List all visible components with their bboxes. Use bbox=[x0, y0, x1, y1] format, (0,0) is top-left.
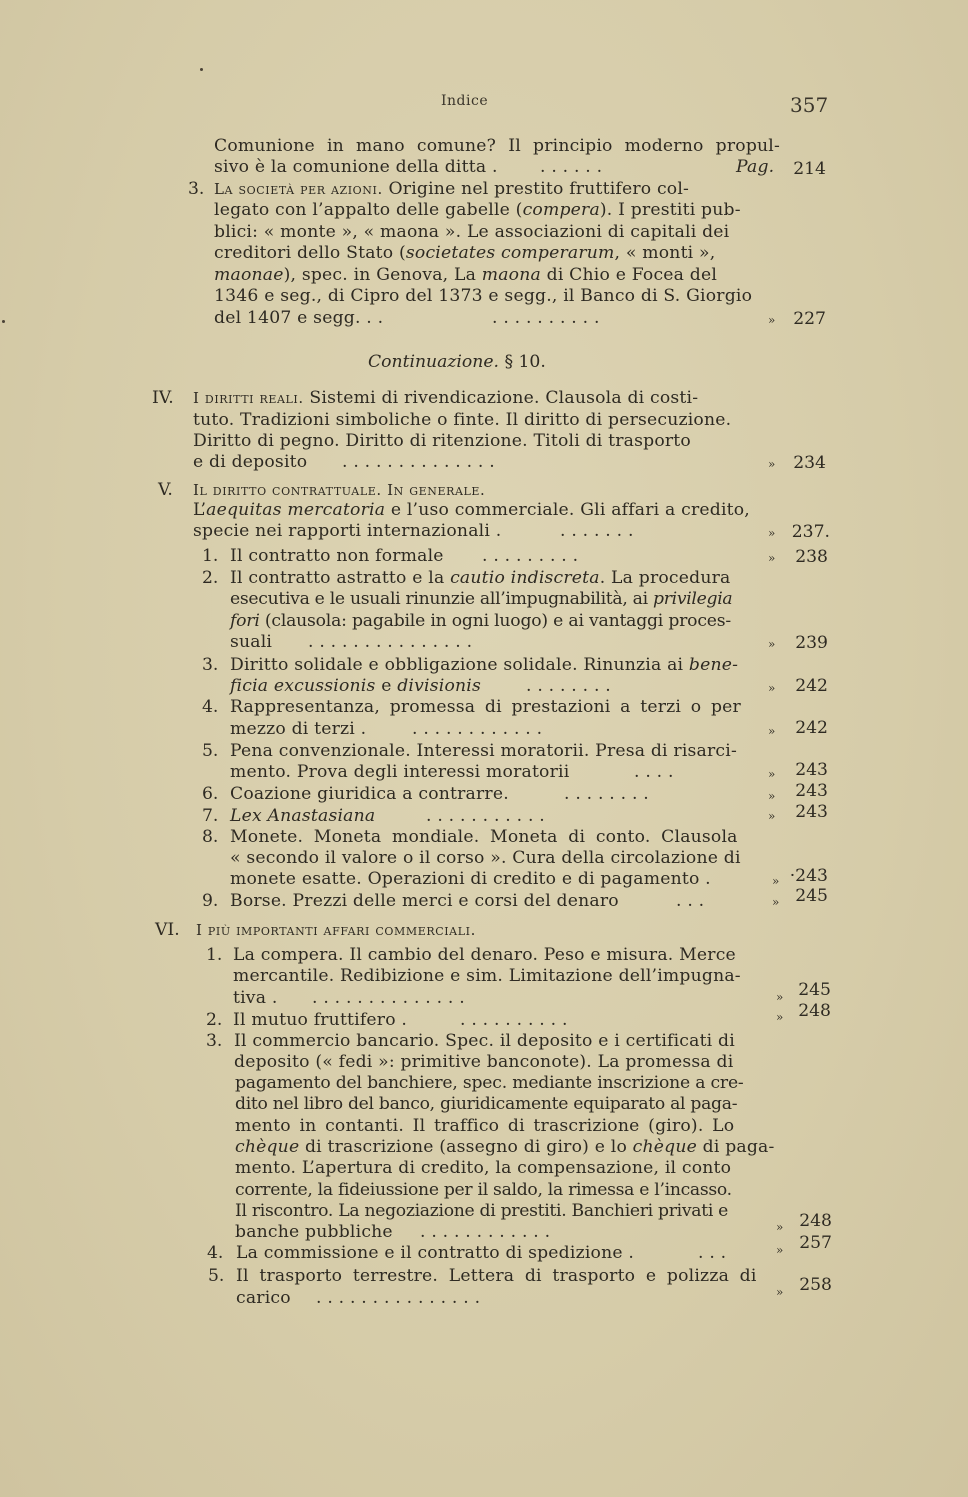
toc-line: del 1407 e segg. . . bbox=[214, 308, 384, 328]
toc-item-number: 2. bbox=[202, 568, 219, 588]
toc-text: (clausola: pagabile in ogni luogo) e ai vantaggi proces- bbox=[259, 611, 731, 631]
toc-line: « secondo il valore o il corso ». Cura della circolazione di bbox=[230, 848, 741, 868]
ditto-mark: » bbox=[768, 457, 776, 471]
continuation-label: Continuazione. bbox=[368, 352, 499, 372]
toc-leader-dots: . . . . . . . . . . bbox=[460, 1010, 568, 1030]
toc-page-ref: 239 bbox=[795, 633, 828, 653]
toc-text-italic: maonae bbox=[214, 265, 284, 285]
toc-page-ref: 245 bbox=[795, 886, 828, 906]
toc-item-number: 8. bbox=[202, 827, 219, 847]
toc-text: di trascrizione (assegno di giro) e lo bbox=[299, 1137, 633, 1157]
toc-text-italic: chèque bbox=[235, 1137, 300, 1157]
toc-line: Il trasporto terrestre. Lettera di trasporto e polizza di bbox=[236, 1266, 757, 1286]
toc-page-ref: 234 bbox=[793, 453, 826, 473]
toc-page-ref: 243 bbox=[795, 802, 828, 822]
continuation-heading bbox=[368, 352, 546, 372]
ditto-mark: » bbox=[776, 1220, 784, 1234]
toc-page-ref: 237. bbox=[791, 522, 830, 542]
toc-line: La commissione e il contratto di spedizione . bbox=[236, 1243, 635, 1263]
toc-text: e bbox=[375, 676, 398, 696]
toc-line: deposito (« fedi »: primitive banconote). La promessa di bbox=[234, 1052, 734, 1072]
toc-page-ref: 258 bbox=[799, 1275, 832, 1295]
toc-page-ref: 242 bbox=[795, 718, 828, 738]
toc-entry-title bbox=[193, 388, 698, 409]
toc-leader-dots: . . . . . . . . bbox=[564, 784, 649, 804]
toc-line bbox=[230, 589, 732, 610]
toc-line: banche pubbliche bbox=[235, 1222, 393, 1242]
running-header-title: Indice bbox=[441, 93, 489, 109]
toc-line: mento. L’apertura di credito, la compensazione, il conto bbox=[235, 1158, 732, 1178]
toc-text-italic: privilegia bbox=[653, 589, 733, 609]
toc-line: corrente, la fideiussione per il saldo, la rimessa e l’incasso. bbox=[235, 1180, 732, 1200]
toc-item-number: 2. bbox=[206, 1010, 223, 1030]
toc-line bbox=[214, 200, 741, 221]
toc-text: legato con l’appalto delle gabelle ( bbox=[214, 200, 523, 220]
toc-line: Il commercio bancario. Spec. il deposito e i certificati di bbox=[234, 1031, 735, 1051]
toc-leader-dots: . . . . . . . . . . . . . . bbox=[312, 988, 465, 1008]
pag-label: Pag. bbox=[736, 157, 775, 177]
toc-leader-dots: . . . . . . . . . . . . . . . bbox=[316, 1288, 481, 1308]
toc-leader-dots: . . . . . . bbox=[540, 157, 603, 177]
toc-page-ref: 248 bbox=[799, 1211, 832, 1231]
section-title: I diritti reali. bbox=[193, 389, 304, 407]
toc-item-number: 3. bbox=[188, 179, 205, 199]
toc-leader-dots: . . . . . . . . bbox=[526, 676, 611, 696]
toc-text: e l’uso commerciale. Gli affari a credito, bbox=[385, 500, 750, 520]
toc-item-number: 4. bbox=[202, 697, 219, 717]
toc-line bbox=[230, 611, 731, 632]
toc-line: Lex Anastasiana bbox=[230, 806, 376, 826]
toc-page-ref: 243 bbox=[795, 760, 828, 780]
ditto-mark: » bbox=[768, 637, 776, 651]
toc-item-number: 5. bbox=[202, 741, 219, 761]
toc-text-italic: compera bbox=[522, 200, 600, 220]
toc-leader-dots: . . . . . . . . . bbox=[482, 546, 579, 566]
toc-line: La compera. Il cambio del denaro. Peso e misura. Merce bbox=[233, 945, 736, 965]
toc-line bbox=[193, 500, 750, 521]
toc-line: Comunione in mano comune? Il principio moderno propul- bbox=[214, 136, 780, 156]
toc-line: 1346 e seg., di Cipro del 1373 e segg., il Banco di S. Giorgio bbox=[214, 286, 753, 306]
toc-leader-dots: . . . . . . . . . . . . bbox=[412, 719, 543, 739]
toc-line bbox=[214, 265, 717, 286]
toc-line: blici: « monte », « maona ». Le associazioni di capitali dei bbox=[214, 222, 730, 242]
toc-line bbox=[230, 655, 738, 676]
toc-text-italic: cautio indiscreta bbox=[450, 568, 600, 588]
toc-line: Diritto di pegno. Diritto di ritenzione. Titoli di trasporto bbox=[193, 431, 691, 451]
toc-line: Coazione giuridica a contrarre. bbox=[230, 784, 509, 804]
toc-page-ref: ·243 bbox=[789, 866, 828, 886]
toc-line: Il riscontro. La negoziazione di prestiti. Banchieri privati e bbox=[235, 1201, 729, 1221]
toc-text-italic: maona bbox=[481, 265, 541, 285]
toc-item-number: 6. bbox=[202, 784, 219, 804]
toc-text-italic: aequitas mercatoria bbox=[206, 500, 386, 520]
toc-line: suali bbox=[230, 632, 273, 652]
ditto-mark: » bbox=[768, 551, 776, 565]
toc-line bbox=[230, 568, 730, 589]
toc-item-number: 7. bbox=[202, 806, 219, 826]
toc-item-number: 4. bbox=[207, 1243, 224, 1263]
toc-leader-dots: . . . bbox=[676, 891, 705, 911]
toc-text: Il contratto astratto e la bbox=[230, 568, 451, 588]
toc-text-italic: bene- bbox=[688, 655, 739, 675]
ditto-mark: » bbox=[768, 313, 776, 327]
toc-leader-dots: . . . . . . . bbox=[560, 521, 634, 541]
toc-text: ). I prestiti pub- bbox=[599, 200, 741, 220]
toc-text: Diritto solidale e obbligazione solidale. Rinunzia ai bbox=[230, 655, 689, 675]
toc-leader-dots: . . . . . . . . . . . . . . . bbox=[308, 632, 473, 652]
toc-line bbox=[235, 1137, 775, 1158]
toc-line: Il mutuo fruttifero . bbox=[233, 1010, 408, 1030]
toc-entry-title bbox=[214, 179, 780, 200]
toc-page-ref: 214 bbox=[793, 159, 826, 179]
ditto-mark: » bbox=[768, 526, 776, 540]
chapter-numeral: V. bbox=[158, 480, 173, 500]
toc-leader-dots: . . . bbox=[698, 1243, 727, 1263]
chapter-numeral: IV. bbox=[152, 388, 174, 408]
toc-text-italic: divisionis bbox=[397, 676, 481, 696]
toc-page-ref: 243 bbox=[795, 781, 828, 801]
toc-page-ref: 248 bbox=[798, 1001, 831, 1021]
toc-item-number: 9. bbox=[202, 891, 219, 911]
toc-text-italic: fori bbox=[230, 611, 260, 631]
ditto-mark: » bbox=[772, 874, 780, 888]
toc-line bbox=[214, 243, 715, 264]
toc-leader-dots: . . . . . . . . . . . . bbox=[420, 1222, 551, 1242]
toc-line: dito nel libro del banco, giuridicamente equiparato al paga- bbox=[235, 1094, 738, 1114]
toc-item-number: 1. bbox=[202, 546, 219, 566]
toc-text: esecutiva e le usuali rinunzie all’impugnabilità, ai bbox=[230, 589, 653, 609]
toc-text: . La procedura bbox=[599, 568, 731, 588]
section-title: La società per azioni. bbox=[214, 180, 383, 198]
toc-text-italic: ficia excussionis bbox=[230, 676, 376, 696]
toc-item-number: 3. bbox=[206, 1031, 223, 1051]
toc-leader-dots: . . . . bbox=[634, 762, 674, 782]
toc-line: pagamento del banchiere, spec. mediante inscrizione a cre- bbox=[235, 1073, 744, 1093]
paper-speck bbox=[2, 320, 5, 323]
ditto-mark: » bbox=[768, 789, 776, 803]
toc-line: Rappresentanza, promessa di prestazioni a terzi o per bbox=[230, 697, 741, 717]
toc-line: tuto. Tradizioni simboliche o finte. Il diritto di persecuzione. bbox=[193, 410, 732, 430]
toc-text: ), spec. in Genova, La bbox=[283, 265, 482, 285]
ditto-mark: » bbox=[768, 681, 776, 695]
ditto-mark: » bbox=[768, 724, 776, 738]
toc-page-ref: 245 bbox=[798, 980, 831, 1000]
toc-line: mezzo di terzi . bbox=[230, 719, 367, 739]
chapter-numeral: VI. bbox=[155, 920, 180, 940]
toc-page-ref: 238 bbox=[795, 547, 828, 567]
toc-line: Borse. Prezzi delle merci e corsi del denaro bbox=[230, 891, 619, 911]
toc-line: Pena convenzionale. Interessi moratorii. Presa di risarci- bbox=[230, 741, 737, 761]
toc-text-italic: societates comperarum bbox=[405, 243, 615, 263]
toc-text-italic: chèque bbox=[632, 1137, 697, 1157]
toc-line bbox=[230, 676, 481, 697]
toc-line: e di deposito bbox=[193, 452, 308, 472]
toc-leader-dots: . . . . . . . . . . . bbox=[426, 806, 545, 826]
ditto-mark: » bbox=[772, 895, 780, 909]
ditto-mark: » bbox=[776, 1243, 784, 1257]
section-number: § 10. bbox=[504, 352, 546, 372]
toc-text: Sistemi di rivendicazione. Clausola di costi- bbox=[303, 388, 699, 408]
ditto-mark: » bbox=[768, 767, 776, 781]
toc-line: specie nei rapporti internazionali . bbox=[193, 521, 502, 541]
toc-text: creditori dello Stato ( bbox=[214, 243, 406, 263]
toc-line: tiva . bbox=[233, 988, 278, 1008]
toc-entry-title bbox=[196, 920, 476, 941]
toc-text: di paga- bbox=[696, 1137, 775, 1157]
ditto-mark: » bbox=[776, 990, 784, 1004]
ditto-mark: » bbox=[776, 1285, 784, 1299]
toc-text: Origine nel prestito fruttifero col- bbox=[382, 179, 690, 199]
toc-entry-title bbox=[193, 480, 485, 501]
ditto-mark: » bbox=[776, 1010, 784, 1024]
toc-leader-dots: . . . . . . . . . . . . . . bbox=[342, 452, 495, 472]
toc-page-ref: 227 bbox=[793, 309, 826, 329]
toc-text: L’ bbox=[193, 500, 207, 520]
toc-page-ref: 257 bbox=[799, 1233, 832, 1253]
toc-line: mento in contanti. Il traffico di trascrizione (giro). Lo bbox=[235, 1116, 735, 1136]
toc-line: mercantile. Redibizione e sim. Limitazione dell’impugna- bbox=[233, 966, 741, 986]
page-number: 357 bbox=[790, 93, 829, 117]
toc-line: carico bbox=[236, 1288, 291, 1308]
toc-text: , « monti », bbox=[614, 243, 716, 263]
toc-line: mento. Prova degli interessi moratorii bbox=[230, 762, 570, 782]
section-title: I più importanti affari commerciali. bbox=[196, 921, 476, 939]
toc-item-number: 1. bbox=[206, 945, 223, 965]
section-title: Il diritto contrattuale. In generale. bbox=[193, 481, 486, 499]
ditto-mark: » bbox=[768, 809, 776, 823]
toc-line: Monete. Moneta mondiale. Moneta di conto. Clausola bbox=[230, 827, 738, 847]
toc-line: monete esatte. Operazioni di credito e di pagamento . bbox=[230, 869, 711, 889]
toc-text: di Chio e Focea del bbox=[540, 265, 718, 285]
toc-page-ref: 242 bbox=[795, 676, 828, 696]
toc-line: Il contratto non formale bbox=[230, 546, 444, 566]
paper-speck bbox=[200, 68, 203, 71]
toc-line: sivo è la comunione della ditta . bbox=[214, 157, 498, 177]
toc-item-number: 5. bbox=[208, 1266, 225, 1286]
toc-item-number: 3. bbox=[202, 655, 219, 675]
toc-leader-dots: . . . . . . . . . . bbox=[492, 308, 600, 328]
